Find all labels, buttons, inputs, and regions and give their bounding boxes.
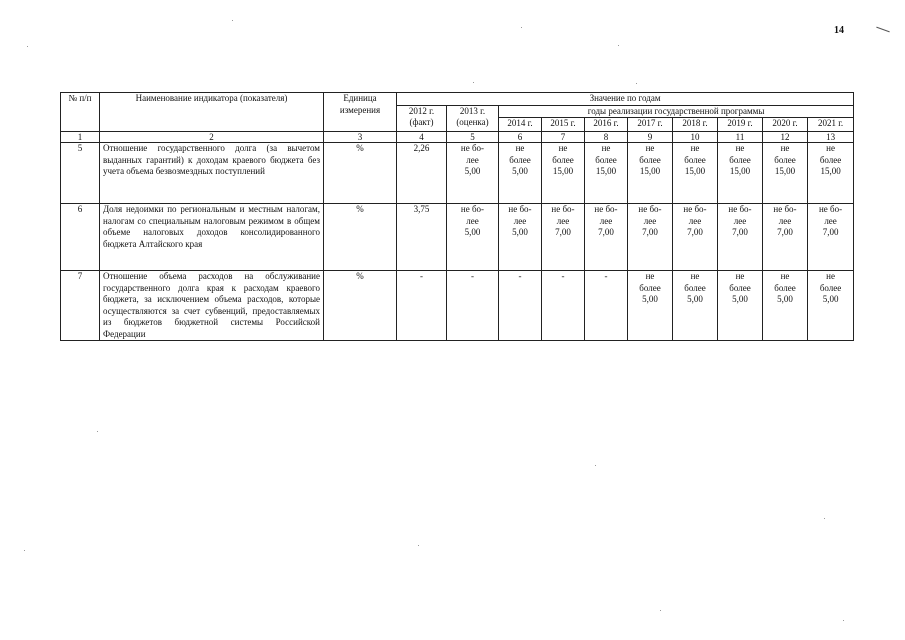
value-line: более — [774, 154, 796, 165]
value-line: не бо- — [818, 204, 843, 214]
value-line: не бо- — [638, 204, 662, 214]
value-line: 5,00 — [822, 294, 839, 304]
unit-cell: % — [324, 143, 397, 204]
value-line: более — [819, 154, 842, 165]
value-line: - — [604, 271, 608, 281]
value-cell — [447, 204, 499, 271]
value-line: 7,00 — [732, 227, 748, 237]
column-number: 5 — [447, 132, 499, 143]
col-header-year: 2019 г. — [718, 118, 763, 132]
value-line: не — [826, 271, 835, 281]
value-cell — [447, 271, 499, 341]
value-line: более — [639, 282, 661, 293]
value-cell — [673, 143, 718, 204]
unit-cell: % — [324, 204, 397, 271]
value-line: 7,00 — [642, 227, 658, 237]
value-line: не — [826, 143, 835, 153]
value-line: более — [684, 282, 706, 293]
page-number: 14 — [834, 25, 844, 36]
value-line: лее — [643, 215, 657, 226]
value-cell — [808, 143, 854, 204]
value-line: 7,00 — [822, 227, 839, 237]
value-line: лее — [733, 215, 747, 226]
value-line: лее — [556, 215, 570, 226]
value-line: не — [558, 143, 568, 153]
value-line: не — [735, 271, 745, 281]
value-cell — [397, 204, 447, 271]
value-line: не — [690, 143, 700, 153]
value-line: 15,00 — [595, 166, 617, 176]
column-number: 6 — [499, 132, 542, 143]
col-header-2012: 2012 г. (факт) — [397, 105, 447, 132]
scan-speck — [473, 82, 474, 83]
value-line: более — [729, 282, 751, 293]
value-line: 5,00 — [512, 166, 528, 176]
indicator-name: Доля недоимки по региональным и местным налогам, налогам со специальным налоговым режимом в общем объеме налоговых доходов консолидированного бюджета Алтайского края — [100, 204, 324, 271]
value-line: не бо- — [728, 204, 752, 214]
value-cell — [718, 143, 763, 204]
value-cell — [585, 271, 628, 341]
value-cell — [763, 204, 808, 271]
scan-speck — [521, 27, 522, 28]
value-line: 2,26 — [413, 143, 430, 153]
value-cell — [397, 271, 447, 341]
col-header-year: 2014 г. — [499, 118, 542, 132]
value-line: более — [684, 154, 706, 165]
value-line: более — [509, 154, 531, 165]
value-cell — [585, 143, 628, 204]
col-header-year: 2016 г. — [585, 118, 628, 132]
value-line: 5,00 — [642, 294, 658, 304]
scan-speck — [27, 46, 28, 47]
value-line: 7,00 — [598, 227, 614, 237]
value-cell — [673, 204, 718, 271]
scan-speck — [418, 545, 419, 546]
value-cell — [763, 271, 808, 341]
value-line: - — [561, 271, 565, 281]
value-line: - — [420, 271, 423, 281]
value-line: лее — [466, 215, 479, 226]
value-cell — [499, 143, 542, 204]
value-line: не бо- — [460, 204, 485, 214]
value-line: не бо- — [508, 204, 532, 214]
value-line: 3,75 — [413, 204, 430, 214]
value-line: 5,00 — [732, 294, 748, 304]
col-header-year: 2020 г. — [763, 118, 808, 132]
value-cell — [808, 204, 854, 271]
value-cell — [628, 143, 673, 204]
value-line: 15,00 — [729, 166, 751, 176]
value-cell — [718, 204, 763, 271]
value-line: не — [515, 143, 525, 153]
value-line: - — [518, 271, 522, 281]
value-line: лее — [824, 215, 837, 226]
unit-cell: % — [324, 271, 397, 341]
value-line: более — [552, 154, 574, 165]
value-line: не бо- — [594, 204, 618, 214]
col-header-year: 2015 г. — [542, 118, 585, 132]
col-header-year: 2018 г. — [673, 118, 718, 132]
value-line: лее — [688, 215, 702, 226]
value-line: лее — [599, 215, 613, 226]
scan-speck — [24, 550, 25, 551]
column-number: 3 — [324, 132, 397, 143]
value-line: лее — [513, 215, 527, 226]
scan-speck — [618, 45, 619, 46]
value-cell — [542, 204, 585, 271]
indicator-name: Отношение объема расходов на обслуживание государственного долга края к расходам краевого бюджета, за исключением объема расходов, которые осуществляются за счет субвенций, предоставляемых из бюджетов бюджетной системы Российской Федерации — [100, 271, 324, 341]
value-cell — [673, 271, 718, 341]
scan-speck — [660, 610, 661, 611]
scan-speck — [232, 20, 233, 21]
value-line: 5,00 — [512, 227, 528, 237]
col-header-program-years: годы реализации государственной программы — [499, 105, 854, 118]
value-cell — [447, 143, 499, 204]
value-line: не — [780, 271, 790, 281]
value-line: 5,00 — [464, 227, 481, 237]
column-number: 10 — [673, 132, 718, 143]
row-number: 7 — [61, 271, 100, 341]
value-line: 7,00 — [555, 227, 571, 237]
value-line: лее — [466, 154, 479, 165]
value-line: 5,00 — [687, 294, 703, 304]
col-header-unit: Единица измерения — [324, 93, 397, 132]
col-header-name: Наименование индикатора (показателя) — [100, 93, 324, 132]
value-line: не — [601, 143, 611, 153]
col-header-year: 2021 г. — [808, 118, 854, 132]
value-line: 7,00 — [777, 227, 793, 237]
value-cell — [628, 271, 673, 341]
scan-speck — [97, 431, 98, 432]
value-line: лее — [778, 215, 792, 226]
value-line: не — [780, 143, 790, 153]
value-line: не бо- — [683, 204, 707, 214]
value-line: более — [819, 282, 842, 293]
value-line: не — [735, 143, 745, 153]
value-line: не бо- — [773, 204, 797, 214]
column-number: 1 — [61, 132, 100, 143]
row-number: 5 — [61, 143, 100, 204]
value-line: 15,00 — [552, 166, 574, 176]
table-row — [61, 271, 854, 341]
column-number: 8 — [585, 132, 628, 143]
value-cell — [499, 204, 542, 271]
value-line: более — [639, 154, 661, 165]
value-line: не — [645, 271, 655, 281]
column-number: 11 — [718, 132, 763, 143]
indicator-table — [60, 92, 854, 341]
value-line: 5,00 — [777, 294, 793, 304]
column-number-row — [61, 132, 854, 143]
scan-speck — [636, 83, 637, 84]
value-line: не — [645, 143, 655, 153]
value-line: 7,00 — [687, 227, 703, 237]
value-cell — [542, 271, 585, 341]
value-cell — [585, 204, 628, 271]
value-line: 15,00 — [639, 166, 661, 176]
value-line: 5,00 — [464, 166, 481, 176]
value-line: 15,00 — [774, 166, 796, 176]
scan-speck — [595, 465, 596, 466]
column-number: 2 — [100, 132, 324, 143]
column-number: 4 — [397, 132, 447, 143]
table-row — [61, 204, 854, 271]
value-line: не бо- — [460, 143, 485, 153]
col-header-values-by-years: Значение по годам — [397, 93, 854, 106]
value-line: более — [774, 282, 796, 293]
indicator-name: Отношение государственного долга (за вычетом выданных гарантий) к доходам краевого бюджета без учета объема безвозмездных поступлений — [100, 143, 324, 204]
value-line: более — [729, 154, 751, 165]
column-number: 9 — [628, 132, 673, 143]
value-cell — [763, 143, 808, 204]
value-cell — [808, 271, 854, 341]
scan-speck — [824, 518, 825, 519]
header-row-1 — [61, 93, 854, 106]
value-cell — [499, 271, 542, 341]
column-number: 7 — [542, 132, 585, 143]
value-line: не — [690, 271, 700, 281]
table-row — [61, 143, 854, 204]
value-line: 15,00 — [684, 166, 706, 176]
value-line: не бо- — [551, 204, 575, 214]
value-line: более — [595, 154, 617, 165]
value-cell — [718, 271, 763, 341]
column-number: 12 — [763, 132, 808, 143]
value-cell — [397, 143, 447, 204]
value-line: - — [471, 271, 474, 281]
row-number: 6 — [61, 204, 100, 271]
scan-speck — [843, 620, 844, 621]
scan-mark — [876, 27, 889, 33]
col-header-num: № п/п — [61, 93, 100, 132]
col-header-2013: 2013 г. (оценка) — [447, 105, 499, 132]
value-cell — [542, 143, 585, 204]
col-header-year: 2017 г. — [628, 118, 673, 132]
value-line: 15,00 — [820, 166, 841, 176]
column-number: 13 — [808, 132, 854, 143]
value-cell — [628, 204, 673, 271]
